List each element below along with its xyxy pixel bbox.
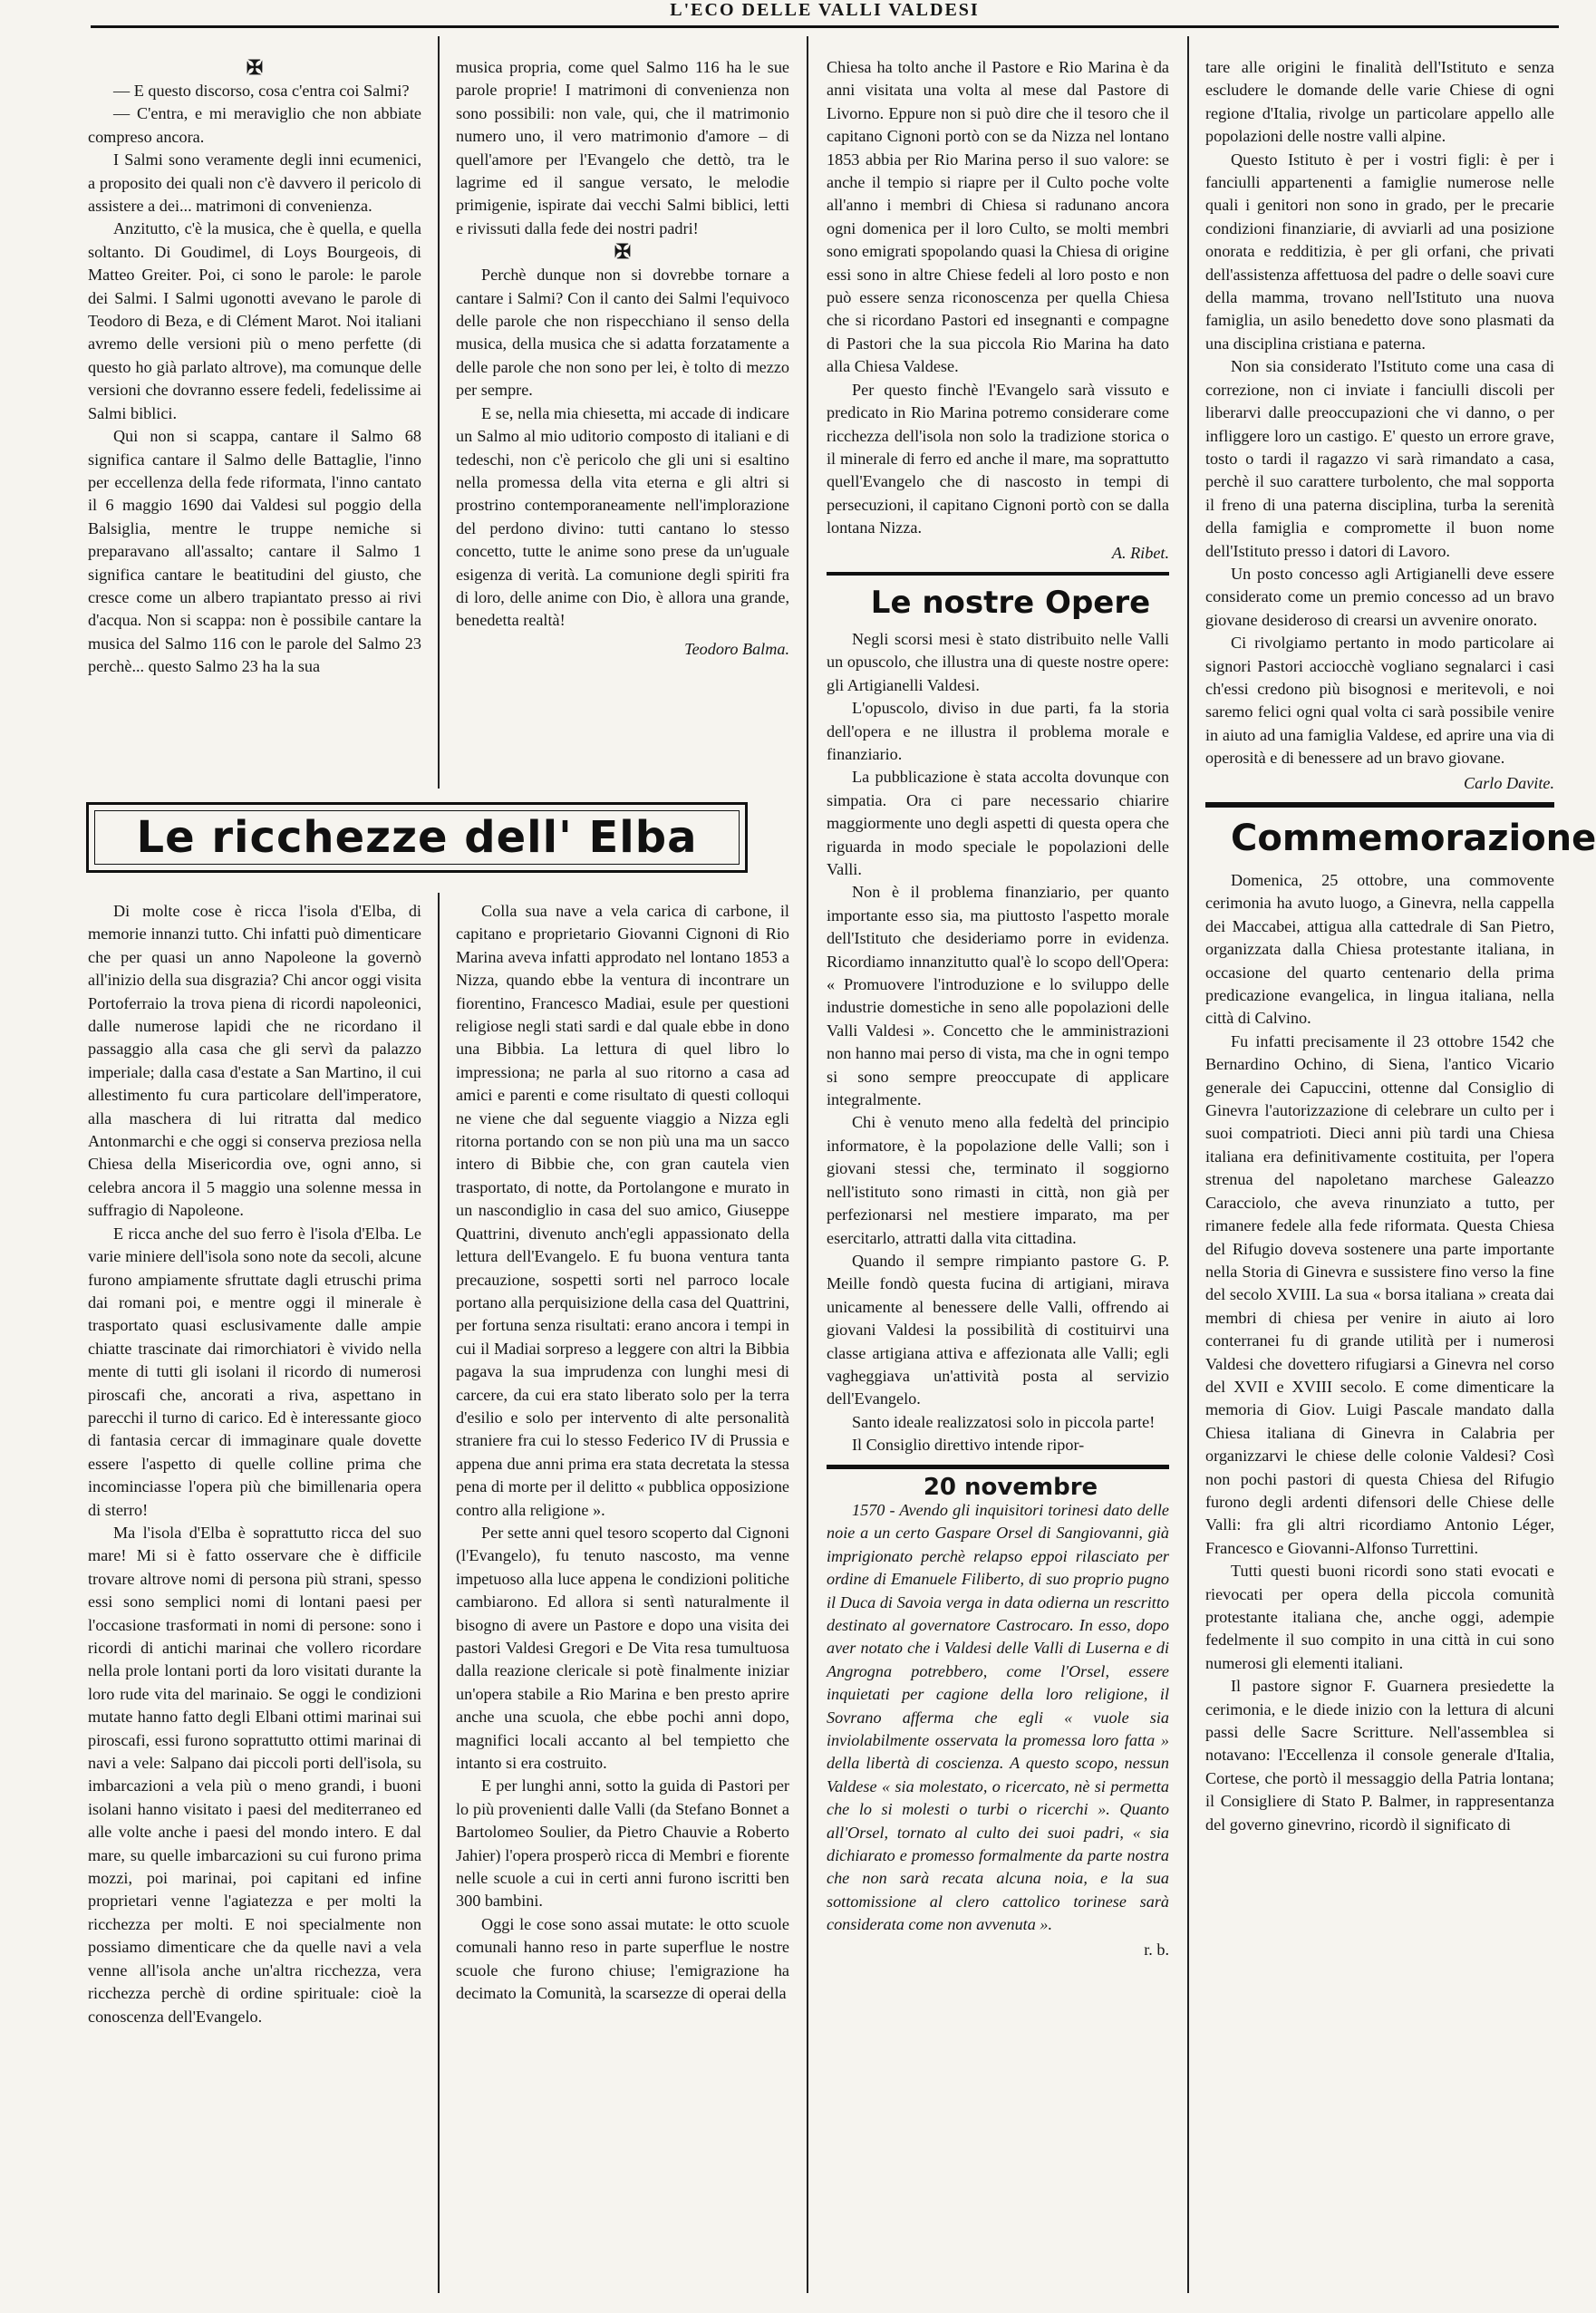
commemorazione-title: Commemorazione	[1231, 818, 1596, 859]
column-divider	[807, 36, 808, 2293]
opere-paragraph: Negli scorsi mesi è stato distribuito nelle Valli un opuscolo, che illustra una di queste nostre opere: gli Artigianelli Valdesi.	[827, 629, 1169, 694]
salmi-paragraph: musica propria, come quel Salmo 116 ha le sue parole proprie! I matrimoni di convenienza non sono possibili: non vale, qui, che il matrimonio numero uno, il vero matrimonio d'amore – di quell'amore per l'Evangelo che dettò, tra le lagrime ed il sangue versato, le melodie primigenie, ispirate dai vecchi Salmi biblici, letti e rivissuti dalla fede dei nostri padri!	[456, 58, 789, 237]
elba-paragraph: E per lunghi anni, sotto la guida di Pastori per lo più provenienti dalle Valli (da Stefano Bonnet a Bartolomeo Soulier, da Pietro Chauvie a Roberto Jahier) l'opera prosperò ricca di Membri e fiorente nelle scuole a cui in certi anni furono iscritti ben 300 bambini.	[456, 1776, 789, 1911]
opere-paragraph: Quando il sempre rimpianto pastore G. P. Meille fondò questa fucina di artigiani, mirava unicamente al benessere delle Valli, offrendo ai giovani Valdesi la possibilità di costituirvi una classe artigiana attiva e affezionata alle Valli; egli vagheggiava un'attività posta al servizio dell'Evangelo.	[827, 1251, 1169, 1408]
masthead-rule	[91, 25, 1559, 28]
column-divider	[438, 36, 440, 789]
elba-title: Le ricchezze dell' Elba	[136, 812, 698, 863]
elba-paragraph: Per questo finchè l'Evangelo sarà vissuto e predicato in Rio Marina potremo considerare come ricchezza dell'isola non solo la tradizione storica o il minerale di ferro ed anche il mare, ma soprattutto quell'Evangelo che di nascosto in tempi di persecuzioni, il capitano Cignoni portò con se dalla lontana Nizza.	[827, 380, 1169, 537]
elba-column-1	[88, 900, 421, 2300]
commemorazione-paragraph: Fu infatti precisamente il 23 ottobre 1542 che Bernardino Ochino, di Siena, l'antico Vicario generale dei Capuccini, ottenne dal Consiglio di Ginevra l'autorizzazione di celebrare un culto per i suoi compatrioti. Dieci anni più tardi una Chiesa italiana era definitivamente costituita, per l'opera strenua del napoletano marchese Galeazzo Caracciolo, che aveva rinunziato a tutto, per rimanere fedele alla fede riformata. Questa Chiesa del Rifugio doveva sostenere una parte importante nella Storia di Ginevra e sussistere fino verso la fine del secolo XVIII. La sua « borsa italiana » creata dai membri di chiesa per venire in aiuto ai loro conterranei fu di grande utilità per i numerosi Valdesi che dovettero rifugiarsi a Ginevra nel corso del XVII e XVIII secolo. E come dimenticare la memoria di Giov. Luigi Pascale mandato dalla Chiesa italiana di Ginevra in Calabria per organizzarvi le chiese delle colonie Valdesi? Così non pochi pastori di questa Chiesa del Rifugio furono degli ardenti difensori delle Chiese delle Valli: fra gli altri ricordiamo Antonio Léger, Francesco e Giovanni-Alfonso Turrettini.	[1205, 1031, 1554, 1557]
masthead-title: L'ECO DELLE VALLI VALDESI	[670, 0, 980, 20]
opere-paragraph: Chi è venuto meno alla fedeltà del principio informatore, è la popolazione delle Valli; son i giovani stessi che, terminato il soggiorno nell'istituto sono rimasti in città, non già per perfezionarsi nel mestiere imparato, ma per esercitarlo, attratti dalla vita cittadina.	[827, 1113, 1169, 1247]
opere-paragraph: La pubblicazione è stata accolta dovunque con simpatia. Ora ci pare necessario chiarire maggiormente uno degli aspetti di questa opera che riguarda in modo speciale le popolazioni delle Valli.	[827, 768, 1169, 878]
opere-paragraph: L'opuscolo, diviso in due parti, fa la storia dell'opera e ne illustra il problema morale e finanziario.	[827, 699, 1169, 763]
elba-paragraph: Colla sua nave a vela carica di carbone, il capitano e proprietario Giovanni Cignoni di Rio Marina aveva infatti approdato nel lontano 1853 a Nizza, quando ebbe la ventura di incontrare un fiorentino, Francesco Madiai, esule per questioni religiose negli stati sardi e dal quale ebbe in dono una Bibbia. La lettura di quel libro lo impressiona; ne parla al suo ritorno a casa ad amici e parenti e come risultato di questi colloqui ne viene che dal seguente viaggio a Nizza egli ritorna portando con se non più una ma un sacco intero di Bibbie che, con gran cautela vien trasportato, di notte, da Portolangone e murato in un nascondiglio in casa del suo amico, Giuseppe Quattrini, divenuto anch'egli appassionato della lettura dell'Evangelo. E fu buona ventura tanta precauzione, sospetti sorti nel parroco locale portano alla perquisizione della casa del Quattrini, per fortuna senza risultati: erano ancora i tempi in cui il Madiai sorpreso a leggere con altri la Bibbia pagava la sua imprudenza con lunghi mesi di carcere, da cui era stato liberato solo per la terra d'esilio e solo per intervento di alte personalità straniere fra cui lo stesso Federico IV di Prussia e appena due anni prima era stata decretata la stessa pena di morte per il delitto « pubblica opposizione contro alla religione ».	[456, 902, 789, 1519]
opere-paragraph: Santo ideale realizzatosi solo in piccola parte!	[852, 1412, 1156, 1431]
salmi-column-1	[88, 56, 421, 781]
salmi-paragraph: Qui non si scappa, cantare il Salmo 68 significa cantare il Salmo delle Battaglie, l'inno per eccellenza della fede riformata, l'inno cantato il 6 maggio 1690 dai Valdesi sul poggio della Balsiglia, mentre le truppe nemiche si preparavano all'assalto; cantare il Salmo 1 significa cantare le beatitudini del giusto, che cresce come un albero trapiantato presso ai rivi d'acqua. Non si scappa: non è possibile cantare la musica del Salmo 116 con le parole del Salmo 23 perchè... questo Salmo 23 ha la sua	[88, 427, 421, 676]
salmi-paragraph: I Salmi sono veramente degli inni ecumenici, a proposito dei quali non c'è davvero il pericolo di assistere a dei... matrimoni di convenienza.	[88, 150, 421, 216]
elba-signature: A. Ribet.	[1111, 543, 1169, 562]
column-divider	[1187, 36, 1189, 2293]
salmi-paragraph: — C'entra, e mi meraviglio che non abbiate compreso ancora.	[88, 104, 421, 146]
commemorazione-paragraph: Tutti questi buoni ricordi sono stati evocati e rievocati per opera della piccola comunità protestante italiana che, anche oggi, adempie fedelmente il suo compito in una città in cui sono numerosi gli elementi italiani.	[1205, 1562, 1554, 1672]
elba-title-frame	[94, 810, 740, 865]
section-rule	[827, 572, 1169, 576]
salmi-paragraph: — E questo discorso, cosa c'entra coi Salmi?	[113, 82, 410, 100]
commemorazione-paragraph: Il pastore signor F. Guarnera presiedette la cerimonia, e le diede inizio con la lettura di alcuni passi delle Sacre Scritture. Nell'assemblea si notavano: l'Eccellenza il console generale d'Italia, Cortese, che portò il messaggio della Patria lontana; il Consigliere di Stato P. Balmer, in rappresentanza del governo ginevrino, ricordò il significato di	[1205, 1677, 1554, 1834]
elba-paragraph: E ricca anche del suo ferro è l'isola d'Elba. Le varie miniere dell'isola sono note da secoli, alcune furono ampiamente sfruttate dagli etruschi prima dai romani poi, e mentre oggi il minerale è trasportato quasi esclusivamente dalle ampie chiatte trascinate dai rimorchiatori è vivido nella mente di tutti gli isolani il ricordo di numerosi piroscafi che, ancorati a riva, aspettano in parecchi il turno di carico. Ed è interessante gioco di fantasia cercar di immaginare quale dovette essere l'aspetto di quelle colline prima che incominciasse l'opera più che bimillenaria opera di sterro!	[88, 1224, 421, 1519]
opere-paragraph: Questo Istituto è per i vostri figli: è per i fanciulli appartenenti a famiglie numerose nelle quali i genitori non sono in grado, per le precarie condizioni finanziarie, di avviarli ad una posizione onorata e redditizia, è per gli orfani, che privati dell'assistenza affettuosa del padre o delle soavi cure della mamma, trovano nell'Istituto una nuova famiglia, un asilo benedetto dove sono plasmati da una disciplina cristiana e paterna.	[1205, 150, 1554, 353]
column-4	[1205, 56, 1596, 2295]
salmi-signature: Teodoro Balma.	[684, 639, 789, 658]
elba-paragraph: Chiesa ha tolto anche il Pastore e Rio Marina è da anni visitata una volta al mese dal Pastore di Livorno. Eppure non si può dire che il tesoro che il capitano Cignoni portò con se da Nizza nel lontano 1853 abbia per Rio Marina perso il suo valore: se anche il tempio si riapre per il Culto poche volte all'anno i membri di Chiesa si radunano ancora ogni domenica per il loro Culto, se molti membri sono emigrati spopolando quasi la Chiesa di origine essi sono in altre Chiese fedeli al loro posto e non può essere senza riconoscenza per quella Chiesa che si ricordano Pastori ed insegnanti e compagne di Pastori che la sua piccola Rio Marina ha dato alla Chiesa Valdese.	[827, 58, 1169, 376]
novembre-signature: r. b.	[1144, 1940, 1169, 1959]
novembre-text: 1570 - Avendo gli inquisitori torinesi dato delle noie a un certo Gaspare Orsel di Sangiovanni, già imprigionato perchè relapso eppoi rilasciato per ordine di Emanuele Filiberto, di suo proprio pugno il Duca di Savoia verga in data odierna un rescritto destinato al governatore Castrocaro. In esso, dopo aver notato che i Valdesi delle Valli di Luserna e di Angrogna potrebbero, come l'Orsel, essere inquietati per cagione della loro religione, il Sovrano afferma che egli « vuole sia inviolabilmente osservata la promessa loro fatta » della libertà di coscienza. A questo scopo, nessun Valdese « sia molestato, o ricercato, nè si permetta che lo si molesti o turbi o ricerchi ». Quanto all'Orsel, tornato al culto dei suoi padri, « sia dichiarato e promesso formalmente da parte nostra che non sarà recata alcuna noia, e la sua sottomissione al clero cattolico torinese sarà considerata come non avvenuta ».	[827, 1500, 1169, 1934]
elba-paragraph: Per sette anni quel tesoro scoperto dal Cignoni (l'Evangelo), fu tenuto nascosto, ma venne impetuoso alla luce appena le condizioni politiche cambiarono. Ed allora si sentì naturalmente il bisogno di avere un Pastore e dopo una visita dei pastori Valdesi Gregori e De Vita resa tumultuosa dalla reazione clericale si potè finalmente iniziar un'opera stabile a Rio Marina e ben presto aprire anche una scuola, che ebbe pochi anni dopo, magnifici locali accanto al bel tempietto che intanto si era costruito.	[456, 1523, 789, 1773]
salmi-paragraph: E se, nella mia chiesetta, mi accade di indicare un Salmo al mio uditorio composto di italiani e di tedeschi, non c'è pericolo che gli uni si esaltino nella promessa della vita eterna e gli altri si prostrino contemporaneamente nell'implorazione del perdono divino: tutti cantano lo stesso concetto, tutte le anime sono prese da un'uguale esigenza di verità. La comunione degli spiriti fra di loro, delle anime con Dio, è allora una grande, benedetta realtà!	[456, 403, 789, 630]
elba-column-2	[456, 900, 789, 2300]
elba-paragraph: Di molte cose è ricca l'isola d'Elba, di memorie innanzi tutto. Chi infatti può dimenticare che per quasi un anno Napoleone la governò all'inizio della sua disgrazia? Chi ancor oggi visita Portoferraio la trova piena di ricordi napoleonici, dalle numerose lapidi che ne ricordano il passaggio alla casa che gli servì da palazzo imperiale; dalla casa d'estate a San Martino, il cui allestimento fu cura particolare dell'imperatore, alla maschera di lui ritratta dal medico Antonmarchi e che oggi si conserva preziosa nella Chiesa della Misericordia ove, ogni anno, si celebra ancora il 5 maggio una solenne messa in suffragio di Napoleone.	[88, 902, 421, 1220]
commemorazione-paragraph: Domenica, 25 ottobre, una commovente cerimonia ha avuto luogo, a Ginevra, nella cappella dei Maccabei, attigua alla cattedrale di San Pietro, organizzata dalla Chiesa protestante italiana, in occasione del quarto centenario della prima predicazione evangelica, in lingua italiana, nella città di Calvino.	[1205, 871, 1554, 1028]
opere-title: Le nostre Opere	[870, 584, 1151, 621]
column-divider	[438, 893, 440, 2293]
opere-paragraph: Ci rivolgiamo pertanto in modo particolare ai signori Pastori acciocchè vogliano segnalarci i casi ch'essi credono più bisognosi e meritevoli, e noi saremo felici ogni qual volta ci sarà possibile venire in aiuto ad una famiglia Valdese, ed aprire una via di operosità e di benessere ad un bravo giovane.	[1205, 634, 1554, 768]
salmi-paragraph: Perchè dunque non si dovrebbe tornare a cantare i Salmi? Con il canto dei Salmi l'equivoco delle parole che non rispecchiano il senso della musica, della musica che si adatta forzatamente a delle parole che non sono per lei, è tolto di mezzo per sempre.	[456, 266, 789, 400]
opere-signature: Carlo Davite.	[1463, 773, 1554, 792]
elba-paragraph: Oggi le cose sono assai mutate: le otto scuole comunali hanno reso in parte superflue le nostre scuole che furono chiuse; l'emigrazione ha decimato la Comunità, la scarsezze di operai della	[456, 1914, 789, 2003]
opere-paragraph: Il Consiglio direttivo intende ripor-	[852, 1436, 1085, 1455]
salmi-paragraph: Anzitutto, c'è la musica, che è quella, e quella soltanto. Di Goudimel, di Loys Bourgeois, di Matteo Greiter. Poi, ci sono le parole: le parole dei Salmi. I Salmi ugonotti avevano le parole di Teodoro di Beza, e di Clément Marot. Noi italiani avremo delle versioni più o meno perfette (di questo ho già parlato altrove), ma comunque delle versioni che dovranno essere fedeli, fedelissime ai Salmi biblici.	[88, 219, 421, 422]
opere-paragraph: Non sia considerato l'Istituto come una casa di correzione, non ci inviate i fanciulli discoli per liberarvi dalle preoccupazioni che vi danno, o per infliggere loro un castigo. E' questo un errore grave, tosto o tardi il ragazzo vi sarà rimandato a casa, perchè il suo carattere turbolento, che mal sopporta il freno di una paterna disciplina, turba la serenità della famiglia e compromette il buon nome dell'Istituto presso i datori di Lavoro.	[1205, 357, 1554, 560]
elba-paragraph: Ma l'isola d'Elba è soprattutto ricca del suo mare! Mi si è fatto osservare che è difficile trovare altrove nomi di persona più strani, spesso essi sono semplici nomi di lontani paesi per l'occasione trasformati in nomi di persone: sono i ricordi di antichi marinai che vollero ricordare nella prole lontani porti da loro visitati durante la loro rude vita del marinaio. Se oggi le condizioni mutate hanno fatto degli Elbani ottimi marinai sui piroscafi, essi furono soprattutto ottimi marinai di navi a vele: Salpano dai piccoli porti dell'isola, su imbarcazioni a vela più o meno grandi, i buoni isolani hanno visitato i paesi del mediterraneo ed alle volte anche i paesi del mondo intero. E dal mare, su quelle imbarcazioni su cui furono prima mozzi, poi marinai, poi capitani ed infine proprietari venne l'agiatezza e per molti la ricchezza per molti. E noi specialmente non possiamo dimenticare che da quelle navi a vela venne all'isola anche un'altra ricchezza, vera ricchezza perchè di ordine spirituale: cioè la conoscenza dell'Evangelo.	[88, 1523, 421, 2026]
opere-paragraph: Non è il problema finanziario, per quanto importante esso sia, ma piuttosto l'aspetto morale dell'Istituto che desideriamo porre in evidenza. Ricordiamo innanzitutto qual'è lo scopo dell'Opera: « Promuovere l'introduzione e lo sviluppo delle industrie domestiche in seno alle popolazioni delle Valli Valdesi ». Concetto che le amministrazioni non hanno mai perso di vista, ma che in ogni tempo si sono sempre preoccupate di applicare integralmente.	[827, 883, 1169, 1109]
section-cross-icon: ✠	[246, 56, 264, 79]
novembre-title: 20 novembre	[923, 1473, 1098, 1501]
opere-paragraph: Un posto concesso agli Artigianelli deve essere considerato come un premio concesso ad un bravo giovane desideroso di crearsi un avvenire onorato.	[1205, 564, 1554, 629]
elba-title-box	[86, 802, 748, 873]
section-rule	[1205, 802, 1554, 808]
section-cross-icon: ✠	[614, 240, 632, 264]
opere-paragraph: tare alle origini le finalità dell'Istituto e senza escludere le domande delle varie Chiese di ogni regione d'Italia, rivolge un particolare appello alle popolazioni delle nostre valli alpine.	[1205, 58, 1554, 146]
salmi-column-2	[456, 56, 789, 763]
column-3	[827, 56, 1169, 2295]
section-rule	[827, 1465, 1169, 1469]
